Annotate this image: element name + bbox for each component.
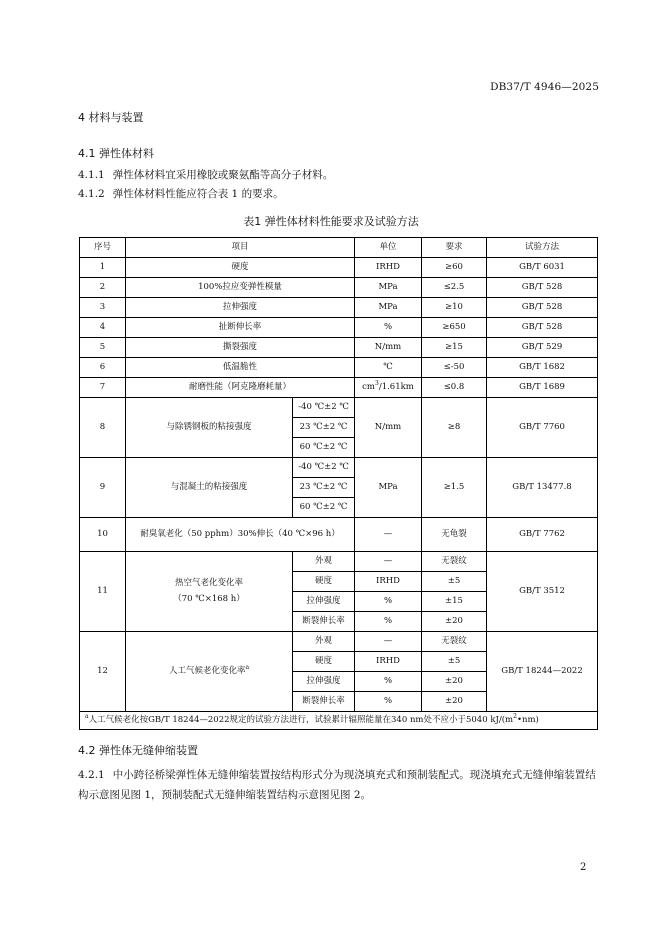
cell-method: GB/T 529: [487, 338, 598, 358]
cell-no: 6: [80, 358, 126, 378]
cell-req: ±5: [422, 572, 487, 592]
cell-unit: IRHD: [355, 258, 422, 278]
table-row: [80, 318, 598, 338]
cell-req: ≥650: [422, 318, 487, 338]
header-no: 序号: [80, 238, 126, 258]
cell-req: ≤0.8: [422, 378, 487, 398]
table-row: [80, 338, 598, 358]
cell-item: 硬度: [126, 258, 355, 278]
cell-method: GB/T 7760: [487, 398, 598, 458]
cell-subitem: 23 ℃±2 ℃: [293, 418, 355, 438]
cell-unit: %: [355, 612, 422, 632]
cell-item: 撕裂强度: [126, 338, 355, 358]
cell-unit: %: [355, 592, 422, 612]
cell-subitem: 拉伸强度: [293, 672, 355, 692]
cell-method: GB/T 3512: [487, 552, 598, 632]
item-line-1: 热空气老化变化率: [174, 578, 243, 588]
cell-subitem: 23 ℃±2 ℃: [293, 478, 355, 498]
cell-subitem: 硬度: [293, 652, 355, 672]
cell-req: ≥8: [422, 398, 487, 458]
cell-req: ≤-50: [422, 358, 487, 378]
cell-req: ≥1.5: [422, 458, 487, 518]
cell-subitem: 断裂伸长率: [293, 612, 355, 632]
clause-4-2-1: [78, 765, 598, 805]
section-4-1-title: 4.1 弹性体材料: [78, 147, 154, 160]
cell-subitem: 外观: [293, 632, 355, 652]
cell-subitem: 外观: [293, 552, 355, 572]
unit-rest: /1.61km: [378, 382, 414, 392]
cell-unit: MPa: [355, 298, 422, 318]
cell-subitem: -40 ℃±2 ℃: [293, 458, 355, 478]
table-footnote: [80, 712, 598, 730]
cell-no: 11: [80, 552, 126, 632]
section-4-title: 4 材料与装置: [78, 111, 144, 124]
cell-req: ≤2.5: [422, 278, 487, 298]
cell-unit: —: [355, 632, 422, 652]
table-row: [80, 552, 598, 572]
cell-req: ≥10: [422, 298, 487, 318]
footnote-marker: a: [245, 664, 250, 672]
table-header-row: [80, 238, 598, 258]
cell-unit: N/mm: [355, 398, 422, 458]
cell-req: ±20: [422, 692, 487, 712]
header-method: 试验方法: [487, 238, 598, 258]
cell-unit: %: [355, 318, 422, 338]
cell-method: GB/T 6031: [487, 258, 598, 278]
header-req: 要求: [422, 238, 487, 258]
cell-item: 100%拉应变弹性模量: [126, 278, 355, 298]
cell-no: 5: [80, 338, 126, 358]
clause-4-1-1: [78, 165, 333, 185]
cell-no: 12: [80, 632, 126, 712]
clause-text: 弹性体材料性能应符合表 1 的要求。: [112, 188, 284, 200]
cell-method: GB/T 1689: [487, 378, 598, 398]
cell-subitem: 拉伸强度: [293, 592, 355, 612]
table-caption: 表1 弹性体材料性能要求及试验方法: [243, 215, 419, 228]
cell-method: GB/T 18244—2022: [487, 632, 598, 712]
cell-method: GB/T 528: [487, 278, 598, 298]
clause-text: 中小跨径桥梁弹性体无缝伸缩装置按结构形式分为现浇填充式和预制装配式。现浇填充式无缝伸缩装置结构示意图见图 1，预制装配式无缝伸缩装置结构示意图见图 2。: [78, 769, 596, 801]
item-line-2: （70 ℃×168 h）: [173, 594, 245, 604]
cell-no: 8: [80, 398, 126, 458]
table-row: [80, 378, 598, 398]
note-end: •nm): [516, 715, 539, 725]
cell-subitem: 硬度: [293, 572, 355, 592]
page-number: 2: [580, 862, 587, 873]
cell-unit: —: [355, 518, 422, 552]
cell-req: ≥15: [422, 338, 487, 358]
cell-unit: IRHD: [355, 572, 422, 592]
cell-method: GB/T 1682: [487, 358, 598, 378]
cell-subitem: -40 ℃±2 ℃: [293, 398, 355, 418]
table-note-row: [80, 712, 598, 730]
cell-no: 7: [80, 378, 126, 398]
cell-item: 与混凝土的粘接强度: [126, 458, 293, 518]
table-row: [80, 298, 598, 318]
note-text: 人工气候老化按GB/T 18244—2022规定的试验方法进行，试验累计辐照能量在340 nm处不应小于5040 kJ/(m: [88, 715, 514, 725]
cell-no: 9: [80, 458, 126, 518]
cell-method: GB/T 528: [487, 318, 598, 338]
cell-req: ≥60: [422, 258, 487, 278]
clause-4-1-2: [78, 184, 284, 204]
cell-unit: %: [355, 672, 422, 692]
section-4-2-title: 4.2 弹性体无缝伸缩装置: [78, 744, 198, 757]
unit-sup: 3: [375, 380, 379, 388]
cell-subitem: 60 ℃±2 ℃: [293, 498, 355, 518]
clause-text: 弹性体材料宜采用橡胶或聚氨酯等高分子材料。: [112, 169, 334, 181]
cell-method: GB/T 7762: [487, 518, 598, 552]
cell-item: 耐臭氧老化（50 pphm）30%伸长（40 ℃×96 h）: [126, 518, 355, 552]
cell-req: ±20: [422, 672, 487, 692]
cell-item: 拉伸强度: [126, 298, 355, 318]
table-row: [80, 632, 598, 652]
cell-req: ±5: [422, 652, 487, 672]
cell-item: 与除锈钢板的粘接强度: [126, 398, 293, 458]
cell-unit: MPa: [355, 278, 422, 298]
clause-number: 4.1.2: [78, 188, 105, 200]
cell-req: ±20: [422, 612, 487, 632]
cell-method: GB/T 13477.8: [487, 458, 598, 518]
cell-item: [126, 632, 293, 712]
cell-req: ±15: [422, 592, 487, 612]
cell-unit: MPa: [355, 458, 422, 518]
table-row: [80, 398, 598, 418]
cell-req: 无裂纹: [422, 552, 487, 572]
unit-main: cm: [362, 382, 375, 392]
cell-unit: —: [355, 552, 422, 572]
cell-subitem: 60 ℃±2 ℃: [293, 438, 355, 458]
cell-method: GB/T 528: [487, 298, 598, 318]
cell-no: 2: [80, 278, 126, 298]
clause-number: 4.1.1: [78, 169, 105, 181]
note-sup: 2: [513, 713, 517, 721]
cell-no: 1: [80, 258, 126, 278]
cell-unit: %: [355, 692, 422, 712]
cell-item: [126, 552, 293, 632]
item-text: 人工气候老化变化率: [168, 666, 246, 676]
table-row: [80, 258, 598, 278]
cell-item: 耐磨性能（阿克隆磨耗量）: [126, 378, 355, 398]
table-row: [80, 458, 598, 478]
cell-unit: IRHD: [355, 652, 422, 672]
cell-subitem: 断裂伸长率: [293, 692, 355, 712]
standard-code: DB37/T 4946—2025: [490, 81, 599, 93]
table-row: [80, 518, 598, 552]
cell-no: 3: [80, 298, 126, 318]
cell-item: 低温脆性: [126, 358, 355, 378]
cell-req: 无龟裂: [422, 518, 487, 552]
table-row: [80, 358, 598, 378]
cell-no: 4: [80, 318, 126, 338]
cell-unit: N/mm: [355, 338, 422, 358]
cell-req: 无裂纹: [422, 632, 487, 652]
cell-unit: [355, 378, 422, 398]
footnote-marker: a: [85, 713, 89, 721]
clause-number: 4.2.1: [78, 769, 105, 781]
cell-no: 10: [80, 518, 126, 552]
cell-item: 扯断伸长率: [126, 318, 355, 338]
header-item: 项目: [126, 238, 355, 258]
material-properties-table: [79, 237, 598, 730]
header-unit: 单位: [355, 238, 422, 258]
table-row: [80, 278, 598, 298]
cell-unit: ℃: [355, 358, 422, 378]
